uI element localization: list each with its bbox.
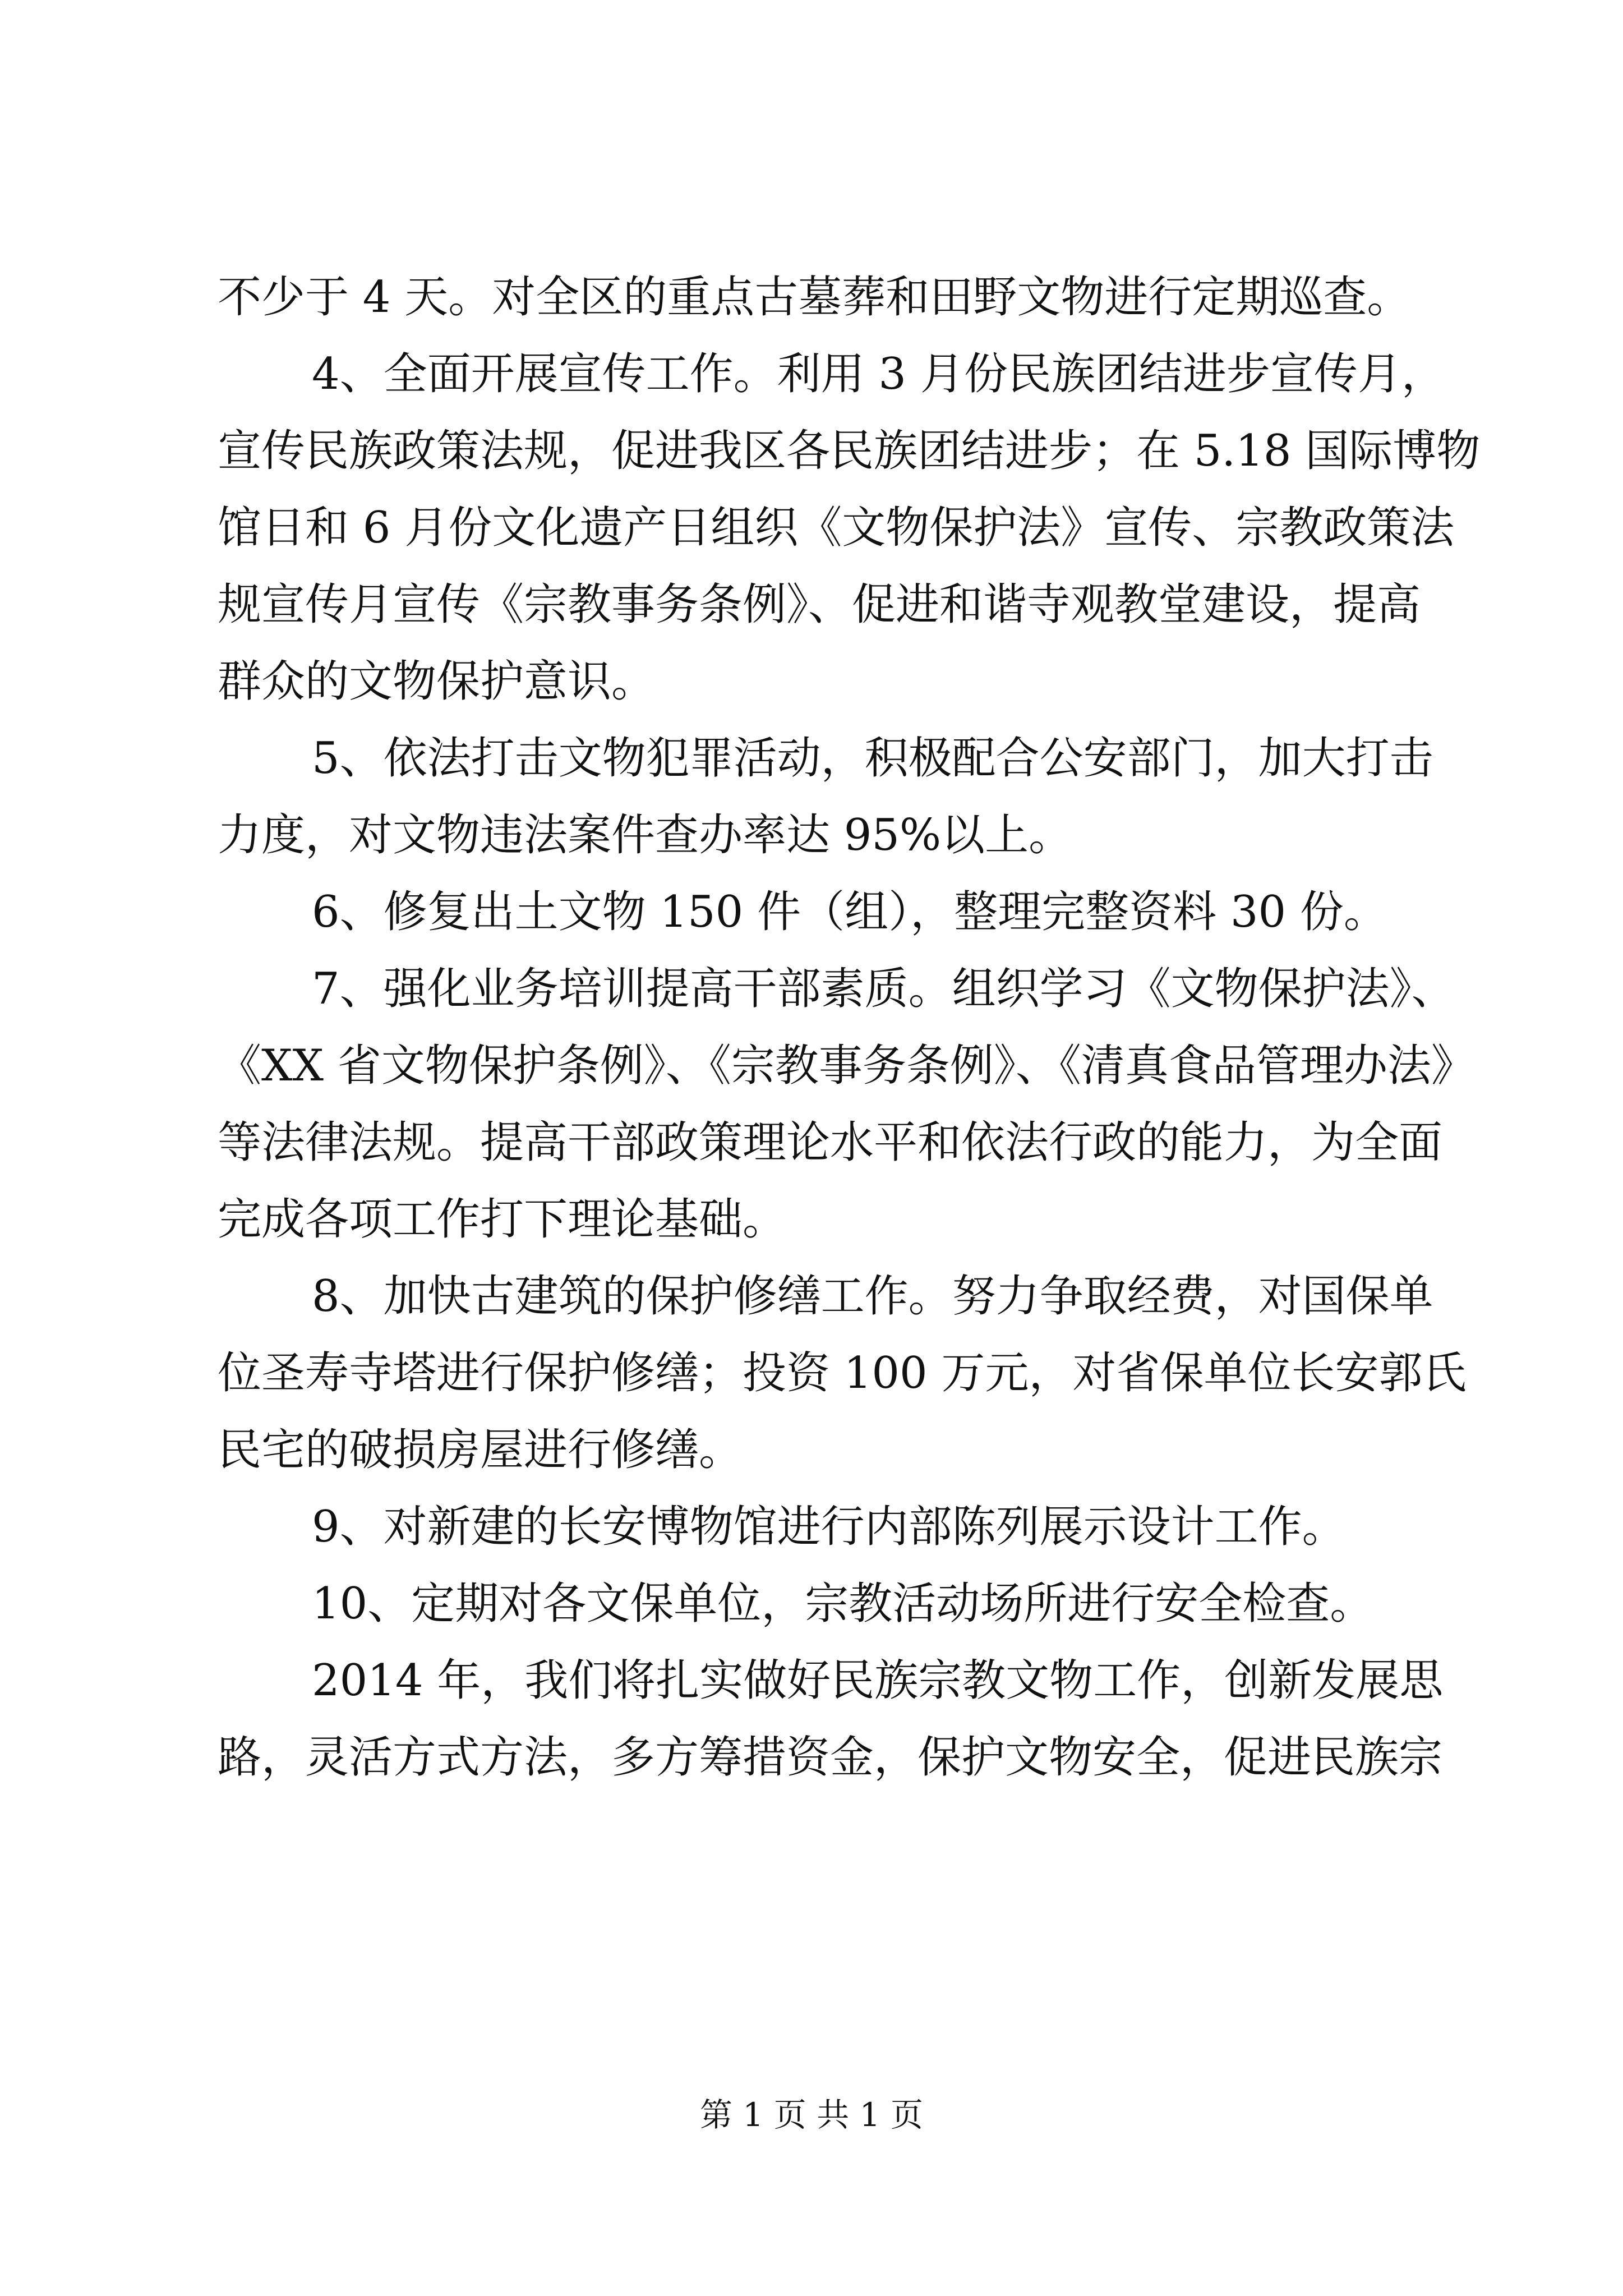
- text-line: 不少于 4 天。对全区的重点古墓葬和田野文物进行定期巡查。: [218, 272, 1411, 323]
- text-line: 8、加快古建筑的保护修缮工作。努力争取经费，对国保单: [312, 1271, 1433, 1322]
- body-text: [218, 259, 1481, 1796]
- text-line: 《XX 省文物保护条例》、《宗教事务条例》、《清真食品管理办法》: [218, 1041, 1475, 1091]
- text-line: 等法律法规。提高干部政策理论水平和依法行政的能力，为全面: [218, 1117, 1443, 1168]
- text-line: 4、全面开展宣传工作。利用 3 月份民族团结进步宣传月，: [312, 349, 1445, 399]
- text-line: 馆日和 6 月份文化遗产日组织《文物保护法》宣传、宗教政策法: [218, 503, 1455, 553]
- text-line: 6、修复出土文物 150 件（组），整理完整资料 30 份。: [312, 887, 1387, 937]
- text-line: 10、定期对各文保单位，宗教活动场所进行安全检查。: [312, 1579, 1374, 1629]
- text-line: 位圣寿寺塔进行保护修缮；投资 100 万元，对省保单位长安郭氏: [218, 1348, 1467, 1398]
- text-line: 5、依法打击文物犯罪活动，积极配合公安部门，加大打击: [312, 733, 1433, 784]
- text-line: 2014 年，我们将扎实做好民族宗教文物工作，创新发展思: [312, 1655, 1444, 1706]
- text-line: 9、对新建的长安博物馆进行内部陈列展示设计工作。: [312, 1502, 1346, 1552]
- text-line: 力度，对文物违法案件查办率达 95%以上。: [218, 810, 1073, 861]
- text-line: 7、强化业务培训提高干部素质。组织学习《文物保护法》、: [312, 964, 1455, 1014]
- text-line: 宣传民族政策法规，促进我区各民族团结进步；在 5.18 国际博物: [218, 426, 1481, 476]
- text-line: 民宅的破损房屋进行修缮。: [218, 1425, 743, 1475]
- text-line: 完成各项工作打下理论基础。: [218, 1194, 787, 1245]
- text-line: 规宣传月宣传《宗教事务条例》、促进和谐寺观教堂建设，提高: [218, 579, 1421, 630]
- text-line: 群众的文物保护意识。: [218, 656, 656, 707]
- text-line: 路，灵活方式方法，多方筹措资金，保护文物安全，促进民族宗: [218, 1732, 1443, 1783]
- page-number-footer: 第 1 页 共 1 页: [700, 2096, 923, 2134]
